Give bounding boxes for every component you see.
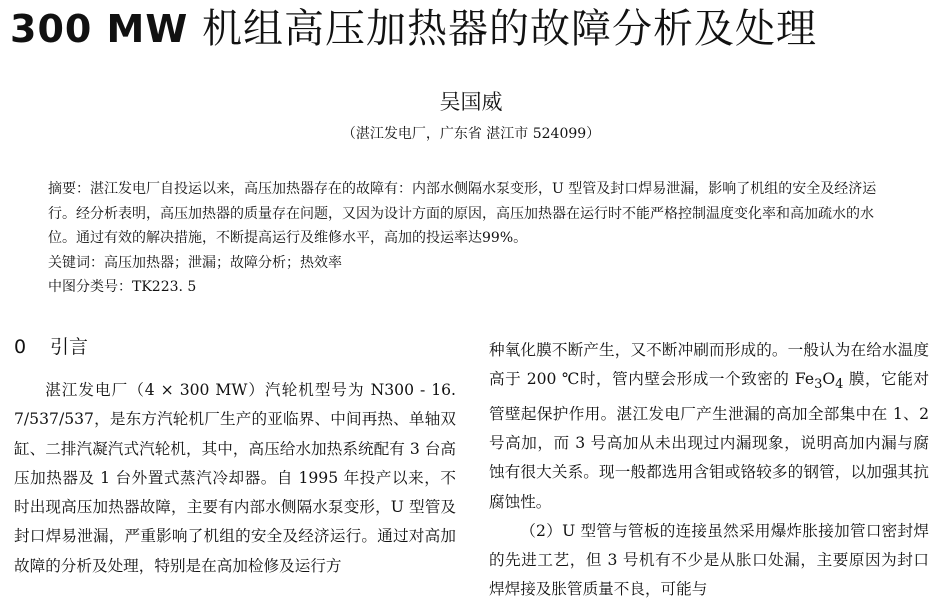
subscript-3: 3 <box>814 377 823 393</box>
title-chinese-part: 机组高压加热器的故障分析及处理 <box>188 6 817 52</box>
left-column <box>14 332 456 581</box>
paragraph-text-part: 种氧化膜不断产生，又不断冲刷而形成的。一般认为在给水温度高于 200 ℃时，管内壁会形成一个致密的 Fe <box>489 341 929 389</box>
section-title: 引言 <box>50 336 89 358</box>
body-paragraph: （2）U 型管与管板的连接虽然采用爆炸胀接加管口密封焊的先进工艺，但 3 号机有不少是从胀口处漏，主要原因为封口焊焊接及胀管质量不良，可能与 <box>489 521 929 599</box>
title-english-part: 300 MW <box>10 7 189 51</box>
section-number: 0 <box>14 336 27 358</box>
section-heading <box>14 332 456 362</box>
keywords-line: 关键词：高压加热器；泄漏；故障分析；热效率 <box>48 254 342 271</box>
classification-line: 中图分类号：TK223. 5 <box>48 279 197 295</box>
author-affiliation: （湛江发电厂，广东省 湛江市 524099） <box>341 126 601 142</box>
oxygen-symbol: O <box>822 370 836 389</box>
paper-title <box>10 6 935 52</box>
abstract-block <box>48 177 898 300</box>
author-name: 吴国威 <box>439 90 503 114</box>
abstract-text: 摘要：湛江发电厂自投运以来，高压加热器存在的故障有：内部水侧隔水泵变形，U 型管及封口焊易泄漏，影响了机组的安全及经济运行。经分析表明，高压加热器的质量存在问题，又因为设计方面的原因，高压加热器在运行时不能严格控制温度变化率和高加疏水的水位。通过有效的解决措施，不断提高运行及维修水平，高加的投运率达99%。 <box>48 181 877 246</box>
paragraph-text-part: 膜，它能对管壁起保护作用。湛江发电厂产生泄漏的高加全部集中在 1、2 号高加，而 3 号高加从未出现过内漏现象，说明高加内漏与腐蚀有很大关系。现一般都选用含钼或铬较多的钢管，以加强其抗腐蚀性。 <box>489 370 929 511</box>
body-paragraph-continued <box>489 336 929 517</box>
subscript-4: 4 <box>835 377 844 393</box>
intro-paragraph: 湛江发电厂（4 × 300 MW）汽轮机型号为 N300 - 16. 7/537/537，是东方汽轮机厂生产的亚临界、中间再热、单轴双缸、二排汽凝汽式汽轮机，其中，高压给水加热系统配有 3 台高压加热器及 1 台外置式蒸汽冷却器。自 1995 年投产以来，不时出现高压加热器故障，主要有内部水侧隔水泵变形，U 型管及封口焊易泄漏，严重影响了机组的安全及经济运行。通过对高加故障的分析及处理，特别是在高加检修及运行方 <box>14 381 456 575</box>
right-column <box>489 336 929 605</box>
